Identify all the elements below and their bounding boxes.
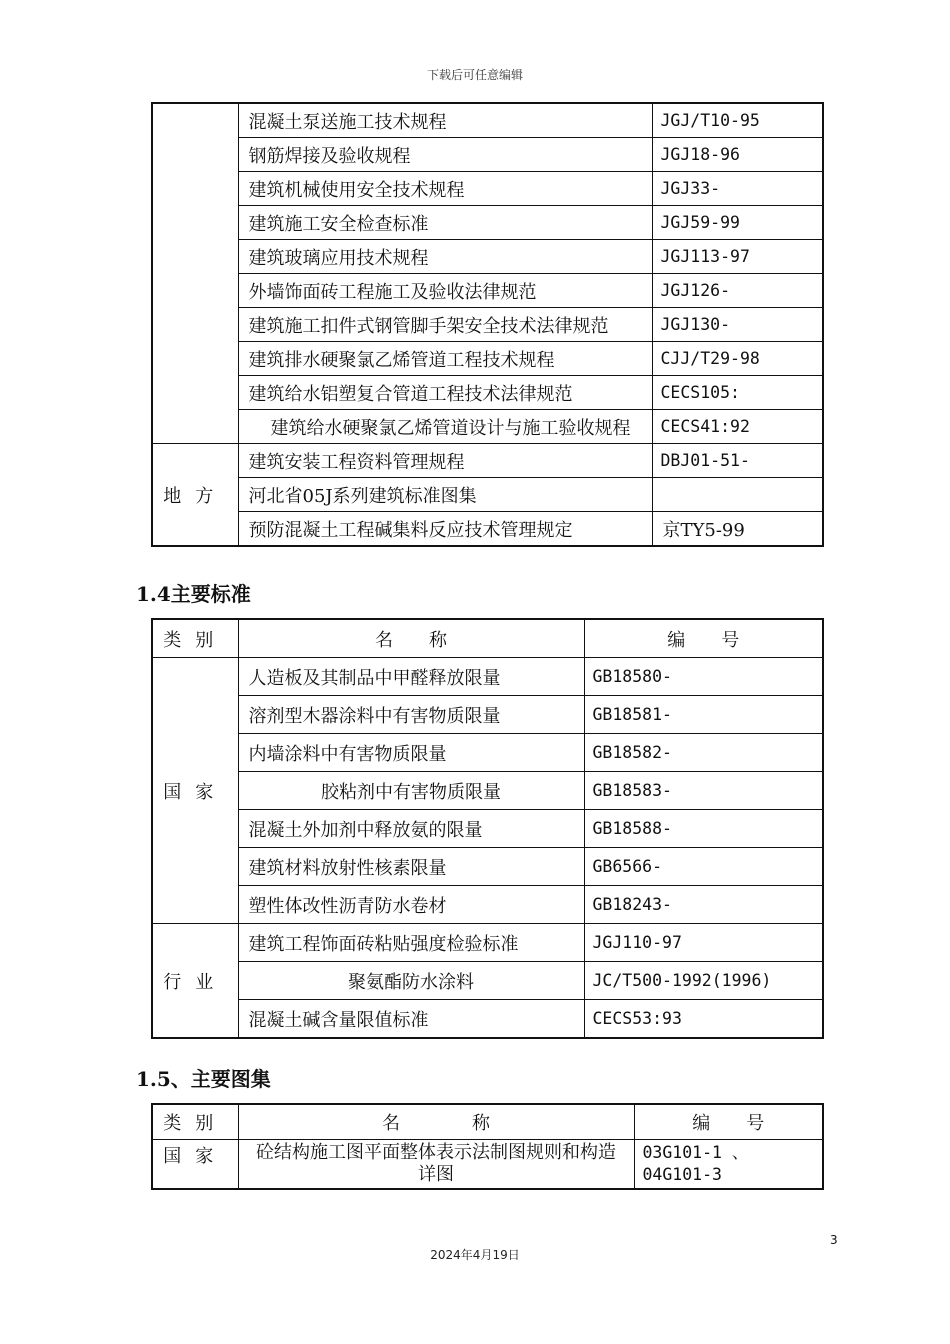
category-cell: 国家 — [152, 1140, 238, 1190]
standard-name: 混凝土外加剂中释放氨的限量 — [238, 810, 584, 848]
standard-code: CECS41:92 — [652, 410, 823, 444]
category-cell: 地方 — [152, 444, 238, 547]
standard-code: DBJ01-51- — [652, 444, 823, 478]
column-header-name: 名 称 — [238, 1104, 634, 1140]
standard-name: 建筑材料放射性核素限量 — [238, 848, 584, 886]
table-row — [152, 658, 823, 696]
table-row — [152, 962, 823, 1000]
table-row — [152, 172, 823, 206]
atlas-code: 03G101-1 、 04G101-3 — [634, 1140, 823, 1190]
column-header-category: 类别 — [152, 1104, 238, 1140]
table-row — [152, 308, 823, 342]
standard-name: 钢筋焊接及验收规程 — [238, 138, 652, 172]
standard-code: JGJ110-97 — [584, 924, 823, 962]
standard-name: 胶粘剂中有害物质限量 — [238, 772, 584, 810]
page-footer-date: 2024年4月19日 — [430, 1248, 520, 1262]
section-title: 1.5、主要图集 — [136, 1067, 271, 1091]
standard-code: GB18581- — [584, 696, 823, 734]
standard-code: GB6566- — [584, 848, 823, 886]
category-cell-empty — [152, 103, 238, 444]
main-standards-table — [151, 618, 824, 1039]
standard-name: 建筑机械使用安全技术规程 — [238, 172, 652, 206]
table-row — [152, 444, 823, 478]
table-header-row — [152, 1104, 823, 1140]
standard-name: 内墙涂料中有害物质限量 — [238, 734, 584, 772]
standard-code: JGJ113-97 — [652, 240, 823, 274]
standard-code: CJJ/T29-98 — [652, 342, 823, 376]
standard-name: 建筑给水铝塑复合管道工程技术法律规范 — [238, 376, 652, 410]
standard-code: JC/T500-1992(1996) — [584, 962, 823, 1000]
table-row — [152, 478, 823, 512]
standard-code: 京TY5-99 — [652, 512, 823, 547]
standard-code: JGJ18-96 — [652, 138, 823, 172]
standard-name: 建筑施工安全检查标准 — [238, 206, 652, 240]
standard-name: 建筑安装工程资料管理规程 — [238, 444, 652, 478]
standard-code: JGJ33- — [652, 172, 823, 206]
table-row — [152, 772, 823, 810]
table-row — [152, 696, 823, 734]
standard-code: GB18243- — [584, 886, 823, 924]
category-cell: 国家 — [152, 658, 238, 924]
page-number: 3 — [830, 1233, 838, 1247]
table-row — [152, 138, 823, 172]
standard-name: 塑性体改性沥青防水卷材 — [238, 886, 584, 924]
table-row — [152, 206, 823, 240]
table-row — [152, 103, 823, 138]
standard-name: 建筑工程饰面砖粘贴强度检验标准 — [238, 924, 584, 962]
standard-code: CECS53:93 — [584, 1000, 823, 1039]
standard-code: JGJ130- — [652, 308, 823, 342]
category-cell: 行业 — [152, 924, 238, 1039]
atlas-name: 砼结构施工图平面整体表示法制图规则和构造详图 — [238, 1140, 634, 1190]
atlas-table — [151, 1103, 824, 1190]
column-header-code: 编 号 — [634, 1104, 823, 1140]
column-header-name: 名 称 — [238, 619, 584, 658]
standard-code — [652, 478, 823, 512]
standard-name: 建筑施工扣件式钢管脚手架安全技术法律规范 — [238, 308, 652, 342]
standard-code: JGJ/T10-95 — [652, 103, 823, 138]
table-row — [152, 924, 823, 962]
standard-name: 溶剂型木器涂料中有害物质限量 — [238, 696, 584, 734]
column-header-category: 类别 — [152, 619, 238, 658]
table-row — [152, 240, 823, 274]
standard-name: 建筑排水硬聚氯乙烯管道工程技术规程 — [238, 342, 652, 376]
table-row — [152, 376, 823, 410]
standard-name: 河北省05J系列建筑标准图集 — [238, 478, 652, 512]
standards-table-continued — [151, 102, 824, 547]
standard-code: GB18580- — [584, 658, 823, 696]
standard-name: 建筑玻璃应用技术规程 — [238, 240, 652, 274]
table-row — [152, 274, 823, 308]
standard-name: 建筑给水硬聚氯乙烯管道设计与施工验收规程 — [238, 410, 652, 444]
column-header-code: 编 号 — [584, 619, 823, 658]
table-header-row — [152, 619, 823, 658]
page-header: 下载后可任意编辑 — [426, 68, 523, 82]
table-row — [152, 512, 823, 547]
table-row — [152, 410, 823, 444]
standard-code: GB18582- — [584, 734, 823, 772]
table-row — [152, 848, 823, 886]
standard-name: 聚氨酯防水涂料 — [238, 962, 584, 1000]
standard-code: GB18588- — [584, 810, 823, 848]
table-row — [152, 1140, 823, 1190]
standard-name: 外墙饰面砖工程施工及验收法律规范 — [238, 274, 652, 308]
standard-name: 人造板及其制品中甲醛释放限量 — [238, 658, 584, 696]
table-row — [152, 886, 823, 924]
standard-name: 预防混凝土工程碱集料反应技术管理规定 — [238, 512, 652, 547]
standard-code: JGJ126- — [652, 274, 823, 308]
table-row — [152, 734, 823, 772]
standard-name: 混凝土碱含量限值标准 — [238, 1000, 584, 1039]
table-row — [152, 1000, 823, 1039]
standard-name: 混凝土泵送施工技术规程 — [238, 103, 652, 138]
table-row — [152, 342, 823, 376]
section-title: 1.4主要标准 — [136, 582, 251, 606]
standard-code: JGJ59-99 — [652, 206, 823, 240]
standard-code: CECS105: — [652, 376, 823, 410]
standard-code: GB18583- — [584, 772, 823, 810]
table-row — [152, 810, 823, 848]
